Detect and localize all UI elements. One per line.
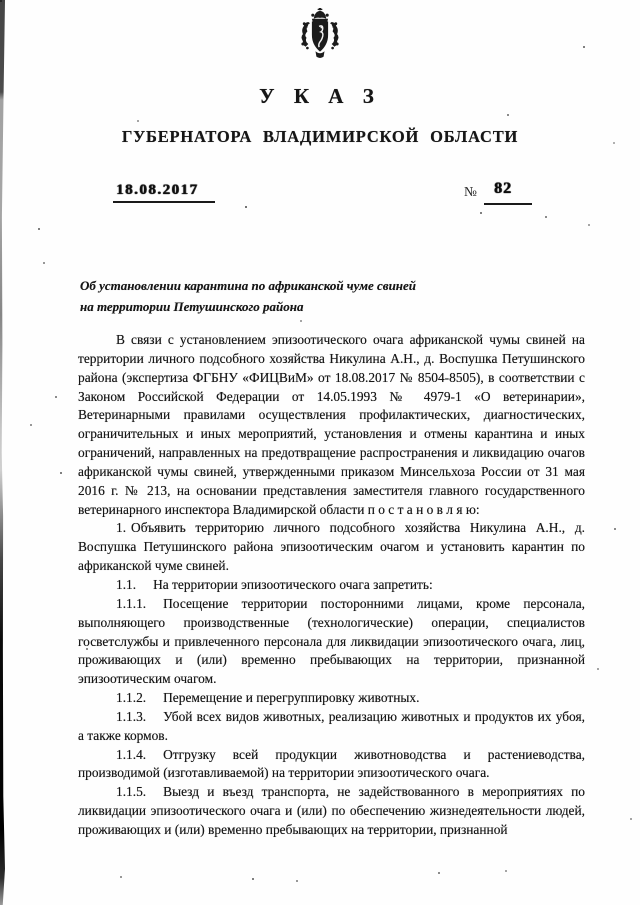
coat-of-arms-icon (0, 8, 640, 67)
document-paragraph (78, 595, 585, 689)
clause-text: Отгрузку всей продукции животноводства и растениеводства, производимой (изготавливаемой) на территории эпизоотического очага. (78, 746, 585, 781)
clause-number: 1. (116, 520, 127, 536)
document-paragraph (78, 746, 585, 784)
clause-text: Перемещение и перегруппировку животных. (163, 690, 420, 706)
document-date-stamp: 18.08.2017 (113, 182, 215, 203)
clause-number: 1.1.2. (116, 690, 147, 706)
clause-text: Убой всех видов животных, реализацию животных и продуктов их убоя, а также кормов. (78, 708, 585, 743)
clause-number: 1.1.1. (116, 595, 147, 611)
document-paragraph (78, 689, 585, 708)
scan-noise-speckles (0, 0, 1, 1)
issuing-authority-title: ГУБЕРНАТОРА ВЛАДИМИРСКОЙ ОБЛАСТИ (121, 127, 519, 146)
clause-text: В связи с установлением эпизоотического очага африканской чумы свиней на территории личного подсобного хозяйства Никулина А.Н., д. Воспушка Петушинского района (экспертиза ФГБНУ «ФИЦВиМ» от 18.08.2017 № 8504-8505), в соответствии с Законом Российской Федерации от 14.05.1993 № 4979-1 «О ветеринарии», Ветеринарными правилами осуществления профилактических, диагностических, ограничительных и иных мероприятий, установления и отмены карантина и иных ограничений, направленных на предотвращение распространения и ликвидацию очагов африканской чумы свиней, утвержденными приказом Минсельхоза России от 31 мая 2016 г. № 213, на основании представления заместителя главного государственного ветеринарного инспектора Владимирской области п о с т а н о в л я ю: (78, 332, 585, 517)
clause-text: Объявить территорию личного подсобного хозяйства Никулина А.Н., д. Воспушка Петушинского района эпизоотическим очагом и установить карантин по африканской чуме свиней. (78, 520, 585, 574)
document-paragraph (78, 708, 585, 746)
document-paragraph (78, 576, 585, 595)
document-paragraph (78, 331, 585, 519)
document-paragraph (78, 519, 585, 576)
clause-text: Выезд и въезд транспорта, не задействованного в мероприятиях по ликвидации эпизоотического очага и (или) по обеспечению жизнедеятельности людей, проживающих и (или) временно пребывающих на территории, признанной (78, 784, 585, 837)
clause-number: 1.1.3. (116, 708, 147, 724)
document-subject: Об установлении карантина по африканской чуме свиней на территории Петушинского района (80, 278, 417, 314)
document-number-stamp: 82 (484, 180, 532, 205)
clause-number: 1.1.5. (116, 784, 147, 800)
clause-text: Посещение территории посторонними лицами, кроме персонала, выполняющего производственные (технологические) операции, специалистов госветслужбы и привлеченного персонала для ликвидации эпизоотического очага, лиц, проживающих и (или) временно пребывающих на территории, признанной эпизоотическим очагом. (78, 595, 585, 687)
number-sign-label: № (464, 184, 477, 199)
clause-number: 1.1. (116, 576, 137, 592)
date-and-number-line (0, 180, 640, 206)
document-paragraph (78, 783, 585, 840)
clause-number: 1.1.4. (116, 746, 147, 762)
document-type-title: У К А З (259, 84, 381, 108)
document-body (78, 331, 585, 840)
clause-text: На территории эпизоотического очага запретить: (153, 576, 433, 592)
